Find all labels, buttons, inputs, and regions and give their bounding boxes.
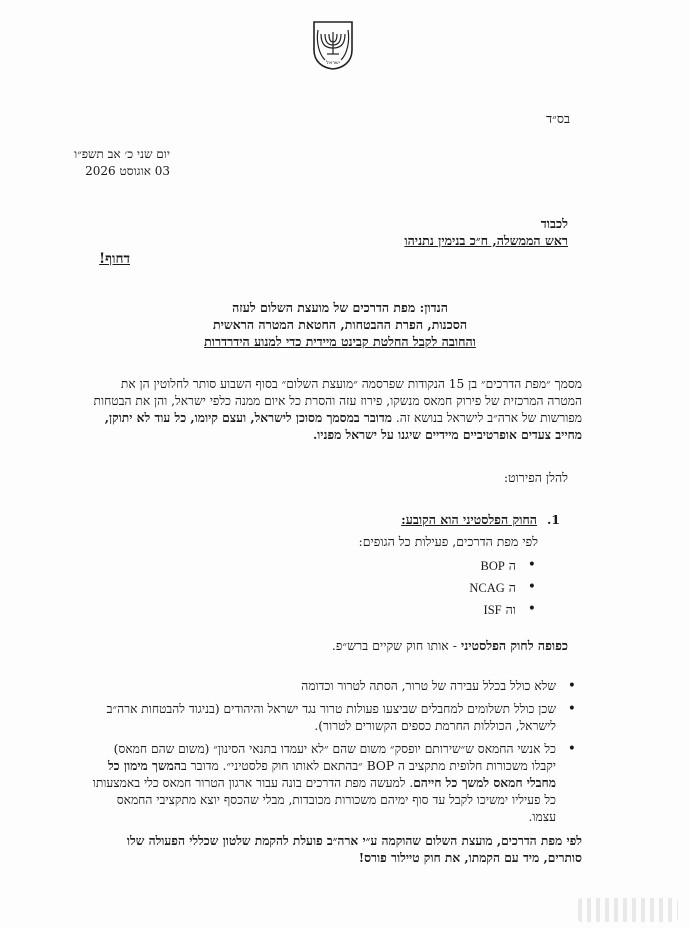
intro-paragraph [90, 376, 582, 444]
bsd-mark: בס״ד [546, 111, 570, 126]
subject-block [180, 299, 500, 350]
recipient-name: ראש הממשלה, ח״כ בנימין נתניהו [404, 233, 568, 248]
list-item: • וה ISF [338, 601, 538, 619]
subject-line-1: הנדון: מפת הדרכים של מועצת השלום לעזה [232, 300, 448, 315]
intro-warning: מדובר במסמך מסוכן לישראל, ועצם קיומו, כל עוד לא יתוקן, מחייב צעדים אופרטיביים מיידיים שיגנו על ישראל מפניו. [104, 411, 582, 442]
gregorian-date: 03 אוגוסט 2026 [85, 164, 170, 178]
svg-text:ישראל: ישראל [326, 60, 340, 66]
section-number: 1. [546, 512, 560, 527]
urgent-label: דחוף! [99, 251, 130, 267]
subject-line-2: הסכנות, הפרת ההבטחות, החטאת המטרה הראשית [212, 317, 468, 332]
details-intro: להלן הפירוט: [503, 470, 568, 485]
watermark [578, 898, 678, 922]
list-item: • ה BOP [338, 557, 538, 575]
hebrew-date: יום שני כ׳ אב תשפ״ו [74, 147, 170, 161]
law-statement: כפופה לחוק הפלסטיני - אותו חוק שקיים ברש״פ. [331, 638, 568, 653]
list-item: • ה NCAG [338, 579, 538, 597]
bodies-list [338, 557, 538, 619]
list-item: • כל אנשי החמאס ש״שירותם יופסק״ משום שהם ״לא יעמדו בתנאי הסינון״ (משום שהם חמאס) יקבלו משכורות חלופית מתקציב ה BOP ״בהתאם לאותו חוק פלסטיני״. מדובר בהמשך מימון כל מחבלי חמאס למשך כל חייהם. למעשה מפת הדרכים בונה עבור ארגון הטרור חמאס כלי באמצעותו כל פעיליו ימשיכו לקבל עד סוף ימיהם משכורות מכובדות, מבלי שהכסף יוצא מתקציבי החמאס עצמו. [88, 741, 578, 826]
section-title: החוק הפלסטיני הוא הקובע: [401, 512, 537, 527]
intro-text: מסמך ״מפת הדרכים״ בן 15 הנקודות שפרסמה ״מועצת השלום״ בסוף השבוע סותר לחלוטין הן את המטרה המרכזית של פירוק חמאס מנשקו, פירוז עזה והסרת כל איום ממנה כלפי ישראל, והן את הבטחות מפורשות של ארה״ב לישראל בנושא זה. [93, 377, 582, 425]
conclusion-paragraph: לפי מפת הדרכים, מועצת השלום שהוקמה ע״י ארה״ב פועלת להקמת שלטון שכללי הפעולה שלו סותרים, מיד עם הקמתו, את חוק טיילור פורס! [126, 834, 582, 865]
section-lead: לפי מפת הדרכים, פעילות כל הגופים: [358, 534, 538, 549]
list-item: • שלא כולל בכלל עבירה של טרור, הסתה לטרור וכדומה [88, 678, 578, 695]
subject-line-3: והחובה לקבל החלטת קבינט מיידית כדי למנוע הידרדרות [204, 334, 476, 349]
list-item: • שכן כולל תשלומים למחבלים שביצעו פעולות טרור נגד ישראל והיהודים (בניגוד להבטחות ארה״ב לישראל, הכוללות החרמת כספים הקשורים לטרור). [88, 701, 578, 735]
law-bullets [88, 678, 578, 826]
recipient-salutation: לכבוד [540, 216, 568, 231]
state-emblem-icon [311, 20, 355, 70]
